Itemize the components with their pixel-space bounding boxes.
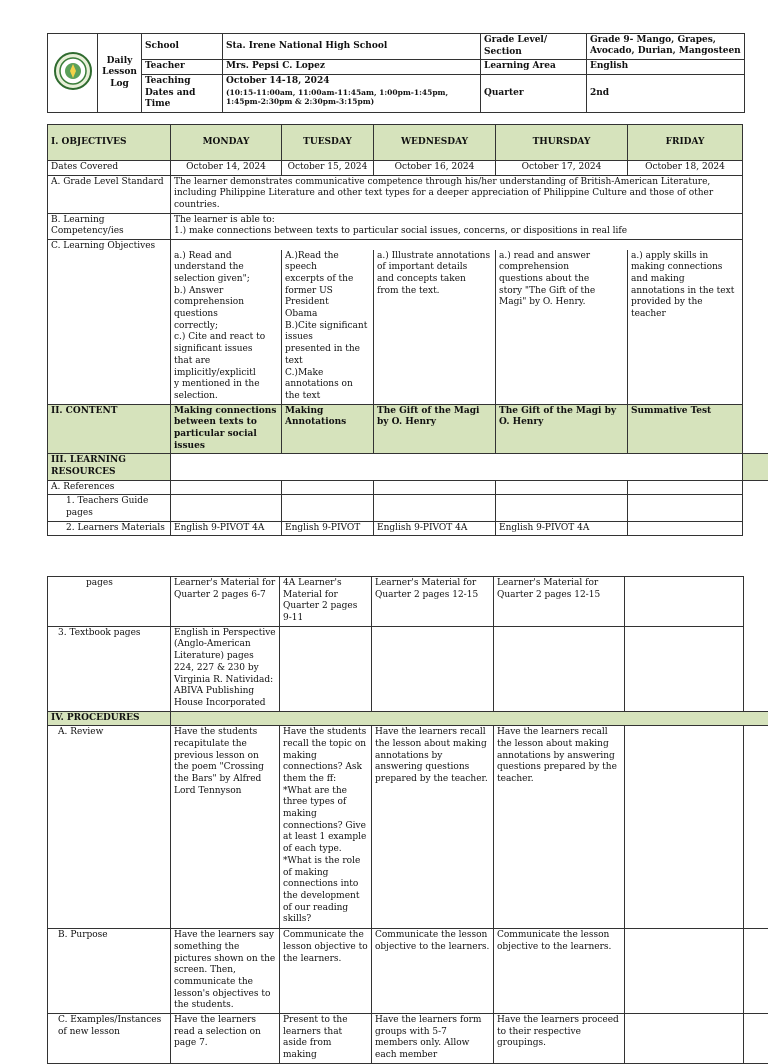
lm-pages-friday	[625, 577, 744, 627]
page-title: Daily Lesson Log	[98, 34, 142, 113]
objective-tuesday: A.)Read the speech excerpts of the former US President Obama B.)Cite significant issues presented in the text C.)Make annotations on the text	[282, 250, 374, 404]
day-header-tuesday: TUESDAY	[282, 125, 374, 161]
date-covered-tuesday: October 15, 2024	[282, 161, 374, 176]
quarter-label: Quarter	[481, 75, 587, 113]
standard-value: The learner demonstrates communicative competence through his/her understanding of British-American Literature, including Philippine Literature and other text types for a deeper appreciation of Philippine Culture and those of other countries.	[171, 175, 743, 213]
lm-tuesday: English 9-PIVOT	[282, 521, 374, 536]
grade-value: Grade 9- Mango, Grapes, Avocado, Durian, Mangosteen	[587, 34, 745, 60]
day-header-friday: FRIDAY	[628, 125, 743, 161]
lm-pages-label: pages	[48, 577, 171, 627]
purpose-friday	[625, 929, 744, 1014]
content-monday: Making connections between texts to particular social issues	[171, 404, 282, 454]
examples-monday: Have the learners read a selection on page 7.	[171, 1014, 280, 1064]
header-table	[47, 33, 745, 113]
day-header-monday: MONDAY	[171, 125, 282, 161]
teacher-value: Mrs. Pepsi C. Lopez	[223, 60, 481, 75]
dates-cell	[223, 75, 481, 113]
date-covered-thursday: October 17, 2024	[496, 161, 628, 176]
purpose-wednesday: Communicate the lesson objective to the learners.	[372, 929, 494, 1014]
purpose-monday: Have the learners say something the pictures shown on the screen. Then, communicate the lesson's objectives to the students.	[171, 929, 280, 1014]
textbook-monday: English in Perspective (Anglo-American Literature) pages 224, 227 & 230 by Virginia R. Natividad: ABIVA Publishing House Incorporated	[171, 626, 280, 711]
competency-label: B. Learning Competency/ies	[48, 213, 171, 239]
procedures-heading: IV. PROCEDURES	[48, 711, 171, 726]
references-label: A. References	[48, 480, 171, 495]
dates-covered-label: Dates Covered	[48, 161, 171, 176]
grade-label: Grade Level/ Section	[481, 34, 587, 60]
school-seal-icon	[53, 51, 93, 91]
purpose-tuesday: Communicate the lesson objective to the learners.	[280, 929, 372, 1014]
day-header-wednesday: WEDNESDAY	[374, 125, 496, 161]
content-friday: Summative Test	[628, 404, 743, 454]
standard-label: A. Grade Level Standard	[48, 175, 171, 213]
review-thursday: Have the learners recall the lesson about making annotations by answering questions prepared by the teacher.	[494, 726, 625, 929]
purpose-label: B. Purpose	[48, 929, 171, 1014]
review-wednesday: Have the learners recall the lesson about making annotations by answering questions prepared by the teacher.	[372, 726, 494, 929]
purpose-thursday: Communicate the lesson objective to the learners.	[494, 929, 625, 1014]
textbook-wednesday	[372, 626, 494, 711]
objective-thursday: a.) read and answer comprehension questions about the story "The Gift of the Magi" by O. Henry.	[496, 250, 628, 404]
objectives-heading: I. OBJECTIVES	[48, 125, 171, 161]
school-label: School	[142, 34, 223, 60]
dates-label: Teaching Dates and Time	[142, 75, 223, 113]
review-monday: Have the students recapitulate the previous lesson on the poem "Crossing the Bars" by Alfred Lord Tennyson	[171, 726, 280, 929]
review-label: A. Review	[48, 726, 171, 929]
competency-value: The learner is able to: 1.) make connections between texts to particular social issues, concerns, or dispositions in real life	[171, 213, 743, 239]
lm-friday	[628, 521, 743, 536]
review-tuesday: Have the students recall the topic on making connections? Ask them the ff: *What are the three types of making connections? Give at least 1 example of each type. *What is the role of making connections into the development of our reading skills?	[280, 726, 372, 929]
date-covered-friday: October 18, 2024	[628, 161, 743, 176]
textbook-friday	[625, 626, 744, 711]
textbook-label: 3. Textbook pages	[48, 626, 171, 711]
content-heading: II. CONTENT	[48, 404, 171, 454]
textbook-thursday	[494, 626, 625, 711]
date-covered-wednesday: October 16, 2024	[374, 161, 496, 176]
day-header-thursday: THURSDAY	[496, 125, 628, 161]
date-covered-monday: October 14, 2024	[171, 161, 282, 176]
resources-heading: III. LEARNING RESOURCES	[48, 454, 171, 480]
quarter-value: 2nd	[587, 75, 745, 113]
dates-value: October 14-18, 2024	[226, 76, 330, 87]
lm-wednesday: English 9-PIVOT 4A	[374, 521, 496, 536]
content-tuesday: Making Annotations	[282, 404, 374, 454]
lm-pages-thursday: Learner's Material for Quarter 2 pages 12-15	[494, 577, 625, 627]
objectives-label: C. Learning Objectives	[48, 240, 171, 404]
lm-pages-tuesday: 4A Learner's Material for Quarter 2 pages 9-11	[280, 577, 372, 627]
objective-monday: a.) Read and understand the selection given"; b.) Answer comprehension questions correctly; c.) Cite and react to significant issues that are implicitly/explicitl y mentioned in the selection.	[171, 250, 282, 404]
examples-label: C. Examples/Instances of new lesson	[48, 1014, 171, 1064]
examples-tuesday: Present to the learners that aside from making	[280, 1014, 372, 1064]
examples-wednesday: Have the learners form groups with 5-7 members only. Allow each member	[372, 1014, 494, 1064]
times-value: (10:15-11:00am, 11:00am-11:45am, 1:00pm-1:45pm, 1:45pm-2:30pm & 2:30pm-3:15pm)	[226, 87, 449, 106]
lesson-table-page2	[47, 576, 768, 1064]
content-thursday: The Gift of the Magi by O. Henry	[496, 404, 628, 454]
examples-thursday: Have the learners proceed to their respective groupings.	[494, 1014, 625, 1064]
objective-friday: a.) apply skills in making connections and making annotations in the text provided by the teacher	[628, 250, 743, 404]
lm-monday: English 9-PIVOT 4A	[171, 521, 282, 536]
textbook-tuesday	[280, 626, 372, 711]
school-logo-cell	[48, 34, 98, 113]
lm-pages-wednesday: Learner's Material for Quarter 2 pages 12-15	[372, 577, 494, 627]
learners-materials-label: 2. Learners Materials	[48, 521, 171, 536]
lm-thursday: English 9-PIVOT 4A	[496, 521, 628, 536]
area-label: Learning Area	[481, 60, 587, 75]
lm-pages-monday: Learner's Material for Quarter 2 pages 6-7	[171, 577, 280, 627]
teacher-label: Teacher	[142, 60, 223, 75]
area-value: English	[587, 60, 745, 75]
objective-wednesday: a.) Illustrate annotations of important details and concepts taken from the text.	[374, 250, 496, 404]
school-value: Sta. Irene National High School	[223, 34, 481, 60]
lesson-table-page1	[47, 124, 768, 536]
review-friday	[625, 726, 744, 929]
content-wednesday: The Gift of the Magi by O. Henry	[374, 404, 496, 454]
teachers-guide-label: 1. Teachers Guide pages	[48, 495, 171, 521]
examples-friday	[625, 1014, 744, 1064]
